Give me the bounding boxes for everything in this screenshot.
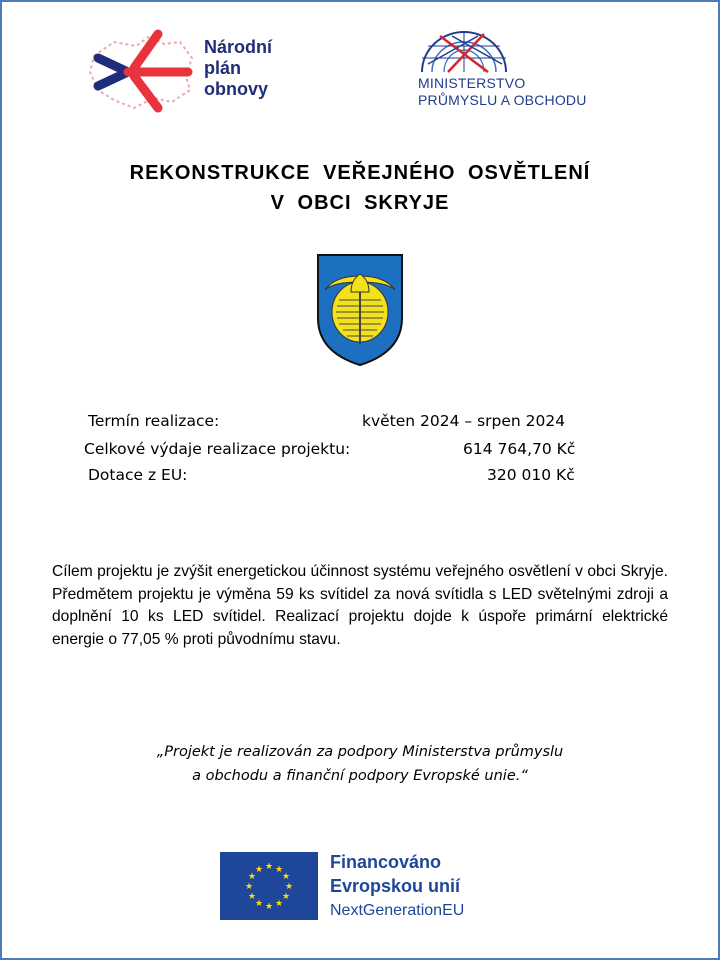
svg-text:★: ★ — [284, 882, 294, 892]
mpo-logo-text — [418, 75, 587, 109]
quote-line-1: „Projekt je realizován za podpory Ministerstva průmyslu — [156, 744, 564, 760]
detail-value-subsidy: 320 010 Kč — [487, 466, 575, 484]
mpo-globe-mark — [418, 28, 510, 74]
svg-text:★: ★ — [281, 892, 291, 902]
mpo-line-2: PRŮMYSLU A OBCHODU — [418, 92, 587, 108]
svg-text:★: ★ — [247, 872, 257, 882]
detail-label-term: Termín realizace: — [88, 412, 220, 430]
detail-value-term: květen 2024 – srpen 2024 — [362, 412, 566, 430]
svg-text:★: ★ — [254, 865, 264, 875]
svg-text:★: ★ — [264, 902, 274, 912]
coat-of-arms — [315, 252, 405, 368]
eu-flag — [220, 852, 318, 920]
svg-text:★: ★ — [244, 882, 254, 892]
eu-line-1: Financováno — [330, 852, 442, 872]
detail-label-subsidy: Dotace z EU: — [88, 466, 188, 484]
title-line-1: REKONSTRUKCE VEŘEJNÉHO OSVĚTLENÍ — [129, 162, 591, 184]
detail-label-costs: Celkové výdaje realizace projektu: — [84, 440, 351, 458]
svg-text:★: ★ — [254, 899, 264, 909]
svg-text:★: ★ — [274, 899, 284, 909]
quote-line-2: a obchodu a finanční podpory Evropské unie.“ — [192, 768, 528, 784]
npo-line-2: plán — [204, 58, 242, 78]
npo-logo-mark — [84, 28, 202, 114]
detail-value-costs: 614 764,70 Kč — [463, 440, 576, 458]
npo-line-1: Národní — [204, 37, 273, 57]
title-line-2: V OBCI SKRYJE — [270, 192, 450, 214]
eu-line-3: NextGenerationEU — [330, 902, 465, 919]
svg-text:★: ★ — [247, 892, 257, 902]
eu-line-2: Evropskou unií — [330, 876, 461, 896]
project-description: Cílem projektu je zvýšit energetickou účinnost systému veřejného osvětlení v obci Skryje. Předmětem projektu je výměna 59 ks svítidel za nová svítidla s LED světelnými zdroji a doplnění 10 ks LED svítidel. Realizací projektu dojde k úspoře primární elektrické energie o 77,05 % proti původnímu stavu. — [52, 563, 668, 648]
svg-text:★: ★ — [264, 862, 274, 872]
npo-line-3: obnovy — [204, 79, 269, 99]
svg-text:★: ★ — [274, 865, 284, 875]
npo-logo-text — [204, 37, 272, 100]
svg-text:★: ★ — [281, 872, 291, 882]
mpo-line-1: MINISTERSTVO — [418, 75, 526, 91]
